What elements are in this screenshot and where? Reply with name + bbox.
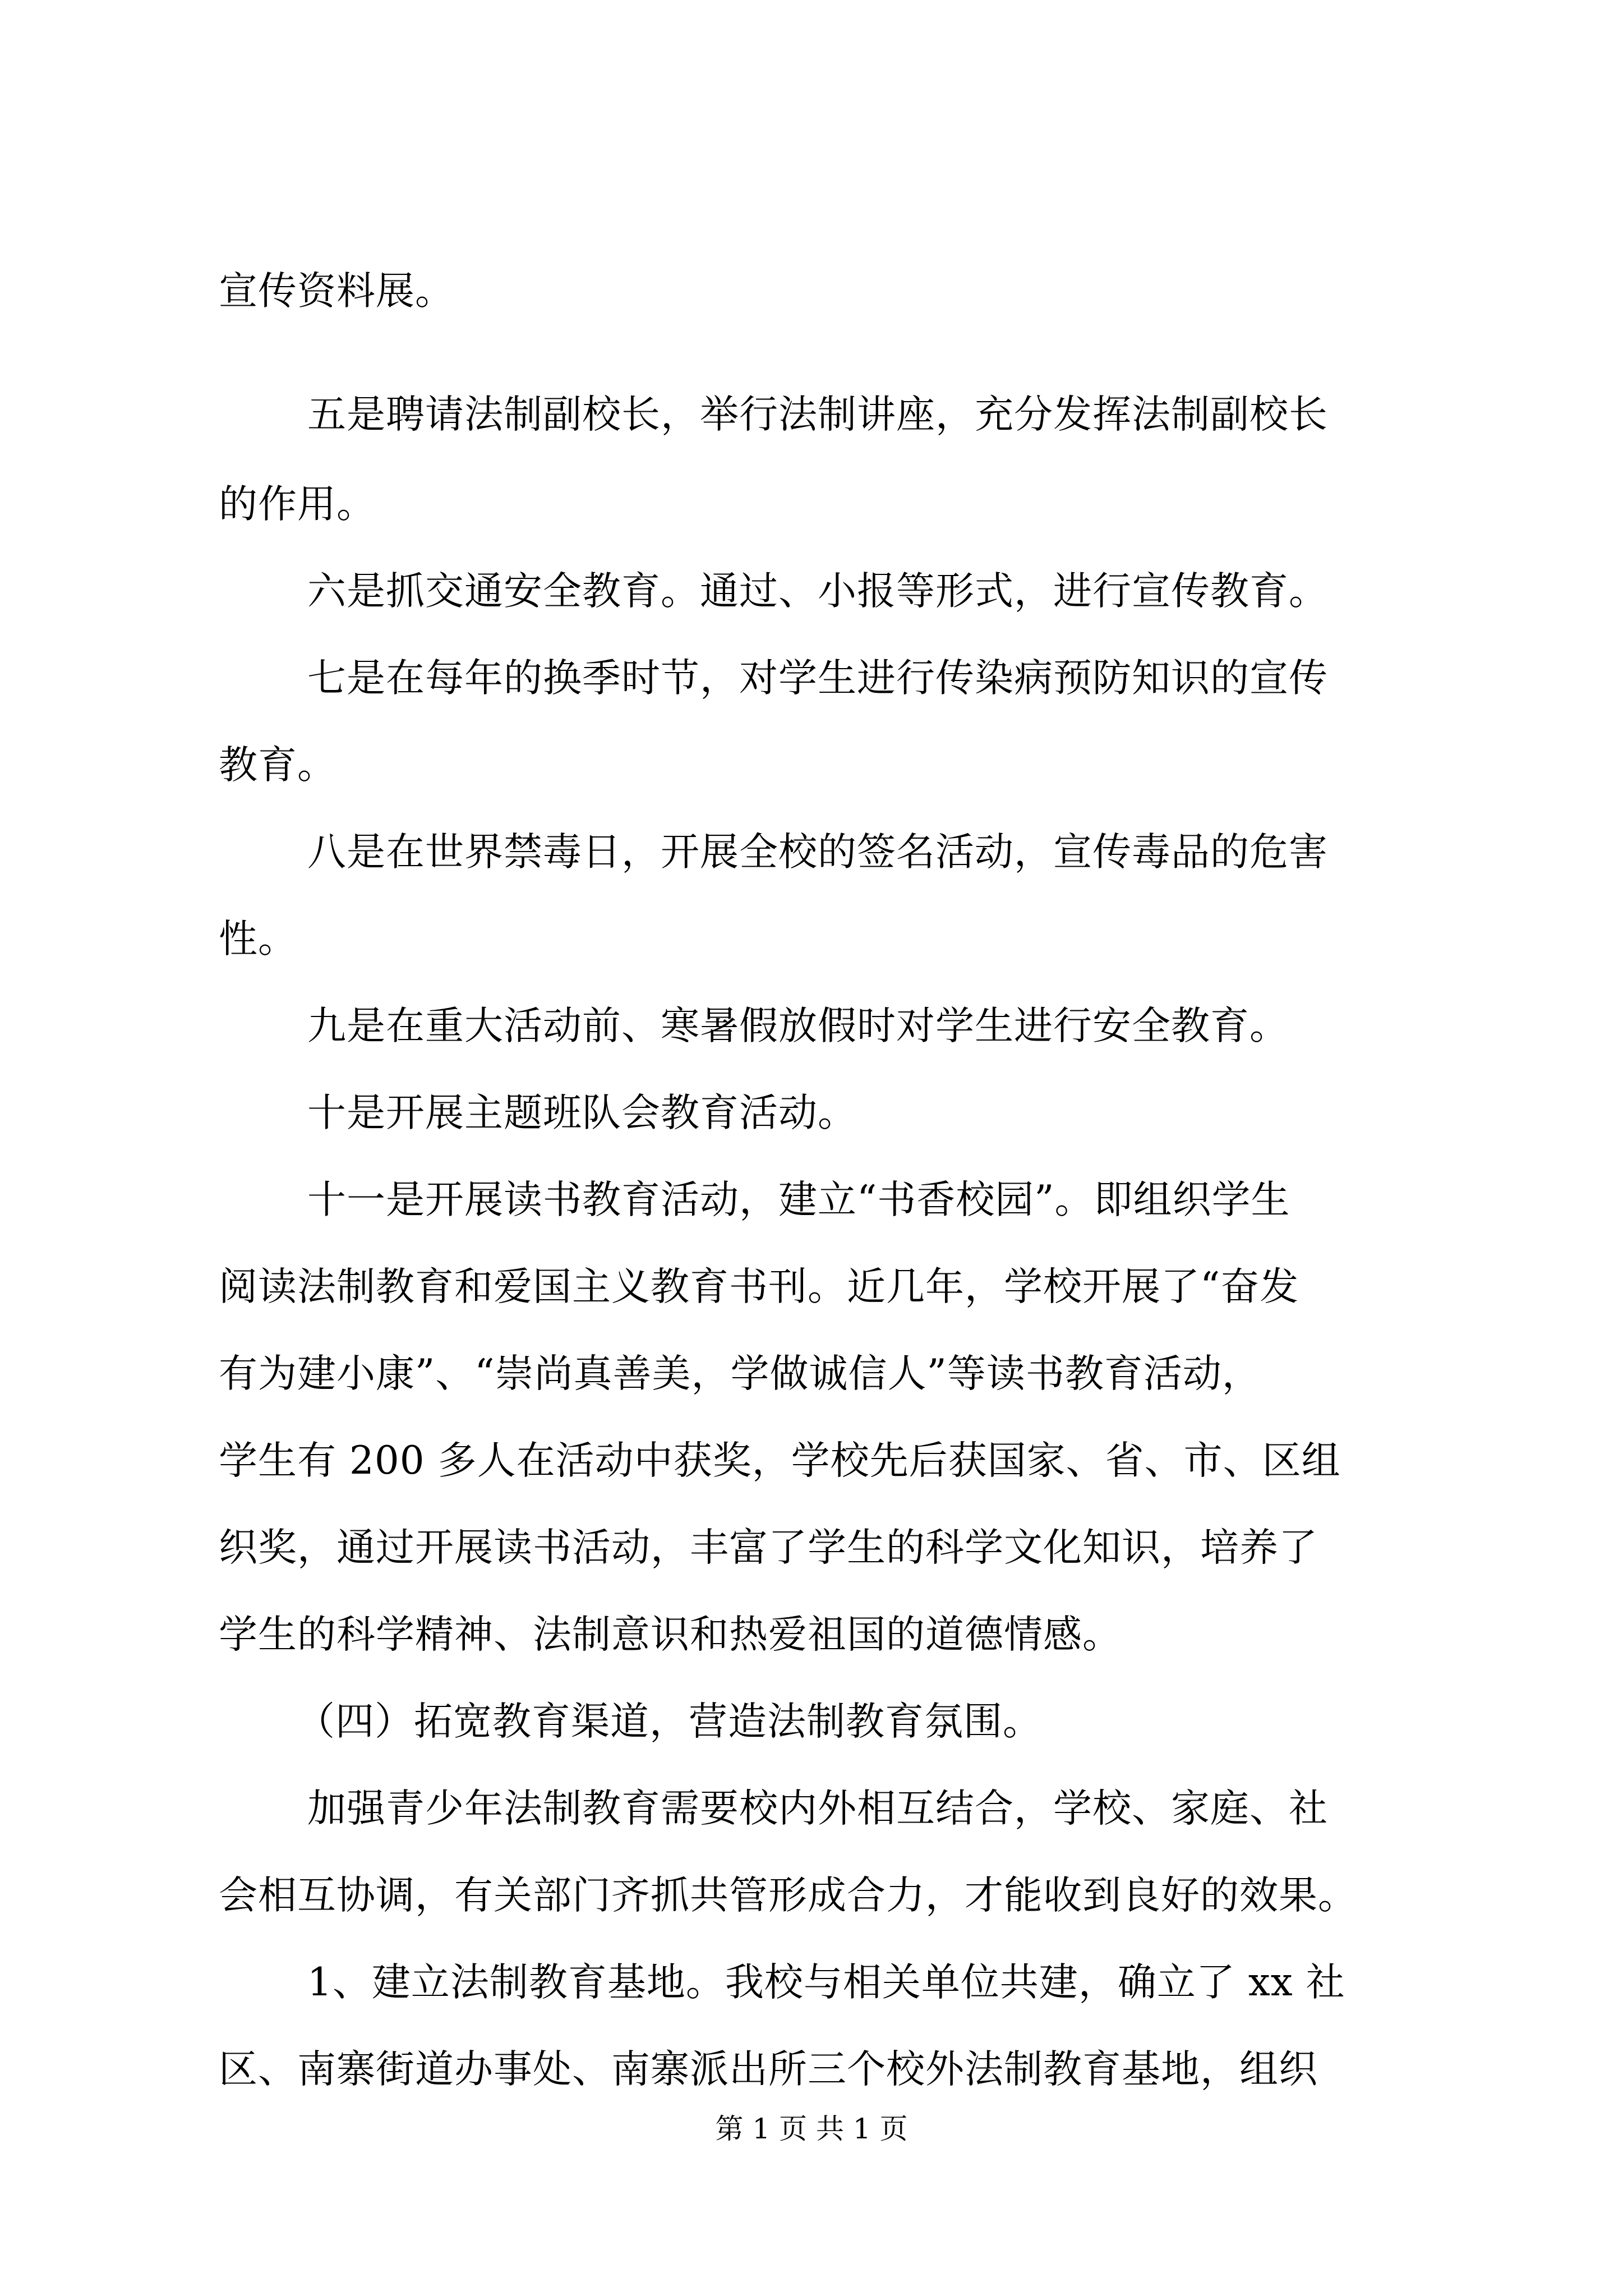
text-line: 宣传资料展。 xyxy=(219,269,454,314)
text-line: 五是聘请法制副校长，举行法制讲座，充分发挥法制副校长 xyxy=(307,392,1328,437)
text-line: 织奖，通过开展读书活动，丰富了学生的科学文化知识，培养了 xyxy=(219,1525,1318,1570)
text-line: 1、建立法制教育基地。我校与相关单位共建，确立了 xx 社 xyxy=(307,1960,1345,2005)
text-line: 十一是开展读书教育活动，建立“书香校园”。即组织学生 xyxy=(307,1177,1290,1222)
text-line: 八是在世界禁毒日，开展全校的签名活动，宣传毒品的危害 xyxy=(307,830,1328,875)
text-line: 区、南寨街道办事处、南寨派出所三个校外法制教育基地，组织 xyxy=(219,2047,1318,2092)
text-line: 的作用。 xyxy=(219,482,376,527)
text-line: 阅读法制教育和爱国主义教育书刊。近几年，学校开展了“奋发 xyxy=(219,1264,1299,1309)
text-line: 会相互协调，有关部门齐抓共管形成合力，才能收到良好的效果。 xyxy=(219,1873,1357,1918)
text-line: 十是开展主题班队会教育活动。 xyxy=(307,1091,857,1135)
text-line: 九是在重大活动前、寒暑假放假时对学生进行安全教育。 xyxy=(307,1004,1289,1048)
text-line: 学生有 200 多人在活动中获奖，学校先后获国家、省、市、区组 xyxy=(219,1438,1341,1483)
text-line: 有为建小康”、“崇尚真善美，学做诚信人”等读书教育活动， xyxy=(219,1351,1261,1396)
text-line: 学生的科学精神、法制意识和热爱祖国的道德情感。 xyxy=(219,1612,1122,1657)
page-footer: 第 1 页 共 1 页 xyxy=(715,2113,908,2145)
text-line: 教育。 xyxy=(219,743,336,788)
section-heading: （四）拓宽教育渠道，营造法制教育氛围。 xyxy=(296,1699,1042,1744)
text-line: 加强青少年法制教育需要校内外相互结合，学校、家庭、社 xyxy=(307,1786,1328,1831)
text-line: 性。 xyxy=(219,917,297,961)
text-line: 七是在每年的换季时节，对学生进行传染病预防知识的宣传 xyxy=(307,656,1328,701)
text-line: 六是抓交通安全教育。通过、小报等形式，进行宣传教育。 xyxy=(307,569,1328,614)
